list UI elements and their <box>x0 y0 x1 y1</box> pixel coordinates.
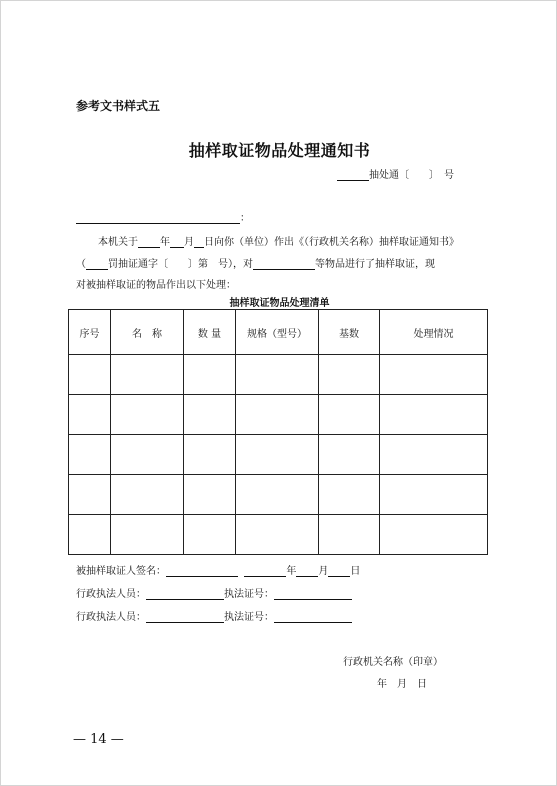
body-text: 罚抽证通字〔 〕第 号），对 <box>108 259 253 270</box>
header-cell: 处理情况 <box>380 310 488 355</box>
items-table <box>68 309 488 555</box>
table-cell[interactable] <box>236 435 319 475</box>
month-label: 月 <box>318 566 329 577</box>
body-text: 月 <box>184 237 194 248</box>
issuing-agency: 行政机关名称（印章） <box>343 657 443 668</box>
officer-blank[interactable] <box>146 612 224 623</box>
table-caption: 抽样取证物品处理清单 <box>229 298 330 309</box>
table-cell[interactable] <box>319 395 380 435</box>
recipient-colon: ： <box>240 213 250 224</box>
sample-label: 参考文书样式五 <box>76 99 161 113</box>
document-number <box>337 166 454 181</box>
body-text: 本机关于 <box>98 237 138 248</box>
table-cell[interactable] <box>380 435 488 475</box>
sign-month-blank[interactable] <box>296 566 318 577</box>
body-text: （ <box>76 259 86 270</box>
header-cell: 基数 <box>319 310 380 355</box>
recipient-line <box>76 209 250 224</box>
body-line-1 <box>98 233 459 248</box>
year-label: 年 <box>286 566 297 577</box>
table-cell[interactable] <box>69 355 111 395</box>
table-cell[interactable] <box>236 355 319 395</box>
doc-number-blank <box>337 171 369 181</box>
header-cell: 序号 <box>69 310 111 355</box>
table-cell[interactable] <box>184 475 236 515</box>
table-cell[interactable] <box>69 395 111 435</box>
officer-label: 行政执法人员： <box>76 612 146 623</box>
table-cell[interactable] <box>380 515 488 555</box>
cert-label: 执法证号： <box>224 612 274 623</box>
table-cell[interactable] <box>111 395 184 435</box>
header-cell: 名 称 <box>111 310 184 355</box>
table-header-row <box>69 310 488 355</box>
table-cell[interactable] <box>111 475 184 515</box>
table-cell[interactable] <box>184 355 236 395</box>
signee-label: 被抽样取证人签名： <box>76 566 166 577</box>
table-cell[interactable] <box>111 435 184 475</box>
year-blank <box>138 237 160 248</box>
officer-line-1 <box>76 585 352 600</box>
table-cell[interactable] <box>380 395 488 435</box>
table-cell[interactable] <box>111 355 184 395</box>
sign-day-blank[interactable] <box>328 566 350 577</box>
page-number: — 14 — <box>73 732 124 747</box>
cert-label: 执法证号： <box>224 589 274 600</box>
agency-blank <box>86 259 108 270</box>
table-cell[interactable] <box>69 515 111 555</box>
table-cell[interactable] <box>236 395 319 435</box>
table-cell[interactable] <box>236 475 319 515</box>
table-row <box>69 435 488 475</box>
body-line-2 <box>76 255 435 270</box>
cert-blank[interactable] <box>274 589 352 600</box>
table-row <box>69 395 488 435</box>
header-cell: 数 量 <box>184 310 236 355</box>
table-cell[interactable] <box>380 355 488 395</box>
table-cell[interactable] <box>184 515 236 555</box>
day-label: 日 <box>350 566 361 577</box>
officer-label: 行政执法人员： <box>76 589 146 600</box>
document-title: 抽样取证物品处理通知书 <box>188 141 371 160</box>
table-cell[interactable] <box>319 355 380 395</box>
table-cell[interactable] <box>319 515 380 555</box>
body-text: 等物品进行了抽样取证，现 <box>315 259 435 270</box>
header-cell: 规格（型号） <box>236 310 319 355</box>
body-text: 日向你（单位）作出《（行政机关名称）抽样取证通知书》 <box>204 237 459 248</box>
items-blank <box>253 259 315 270</box>
table-cell[interactable] <box>69 435 111 475</box>
signee-line <box>76 562 360 577</box>
table-cell[interactable] <box>69 475 111 515</box>
body-text: 年 <box>160 237 170 248</box>
table-cell[interactable] <box>111 515 184 555</box>
table-cell[interactable] <box>319 435 380 475</box>
officer-blank[interactable] <box>146 589 224 600</box>
sign-date-blank[interactable] <box>244 566 286 577</box>
table-cell[interactable] <box>184 395 236 435</box>
officer-line-2 <box>76 608 352 623</box>
table-cell[interactable] <box>184 435 236 475</box>
table-cell[interactable] <box>380 475 488 515</box>
table-row <box>69 515 488 555</box>
doc-number-text: 抽处通〔 〕 号 <box>369 170 454 181</box>
month-blank <box>170 237 184 248</box>
table-cell[interactable] <box>319 475 380 515</box>
recipient-blank <box>76 211 240 224</box>
table-cell[interactable] <box>236 515 319 555</box>
table-row <box>69 475 488 515</box>
table-row <box>69 355 488 395</box>
day-blank <box>194 237 204 248</box>
signee-blank[interactable] <box>166 566 238 577</box>
issue-date: 年 月 日 <box>377 679 427 690</box>
cert-blank[interactable] <box>274 612 352 623</box>
body-line-3: 对被抽样取证的物品作出以下处理： <box>76 280 236 291</box>
